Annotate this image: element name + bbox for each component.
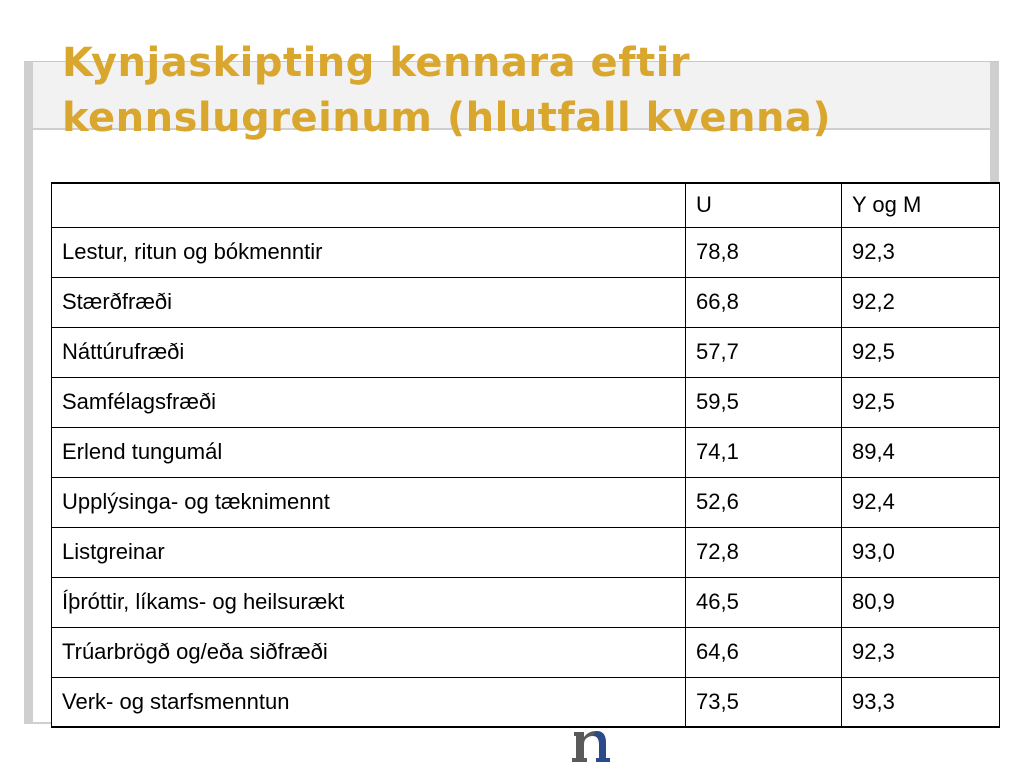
- frame-left-border: [24, 62, 33, 724]
- y-og-m-cell: 80,9: [842, 577, 1000, 627]
- u-cell: 66,8: [686, 277, 842, 327]
- y-og-m-cell: 92,4: [842, 477, 1000, 527]
- subject-cell: Erlend tungumál: [52, 427, 686, 477]
- table-row: [52, 527, 1000, 577]
- slide-title: Kynjaskipting kennara eftir kennslugreinum (hlutfall kvenna): [62, 40, 832, 141]
- table-row: [52, 577, 1000, 627]
- y-og-m-cell: 89,4: [842, 427, 1000, 477]
- header-subject: [52, 183, 686, 227]
- y-og-m-cell: 92,5: [842, 327, 1000, 377]
- table-row: [52, 627, 1000, 677]
- u-cell: 73,5: [686, 677, 842, 727]
- table-row: [52, 677, 1000, 727]
- u-cell: 64,6: [686, 627, 842, 677]
- u-cell: 59,5: [686, 377, 842, 427]
- data-table-container: [51, 182, 999, 728]
- table-row: [52, 477, 1000, 527]
- subject-cell: Lestur, ritun og bókmenntir: [52, 227, 686, 277]
- y-og-m-cell: 93,3: [842, 677, 1000, 727]
- y-og-m-cell: 92,2: [842, 277, 1000, 327]
- u-cell: 74,1: [686, 427, 842, 477]
- subject-cell: Samfélagsfræði: [52, 377, 686, 427]
- subject-cell: Stærðfræði: [52, 277, 686, 327]
- teacher-gender-table: [51, 182, 1000, 728]
- subject-cell: Náttúrufræði: [52, 327, 686, 377]
- y-og-m-cell: 92,5: [842, 377, 1000, 427]
- subject-cell: Trúarbrögð og/eða siðfræði: [52, 627, 686, 677]
- table-row: [52, 427, 1000, 477]
- u-cell: 52,6: [686, 477, 842, 527]
- y-og-m-cell: 92,3: [842, 627, 1000, 677]
- subject-cell: Verk- og starfsmenntun: [52, 677, 686, 727]
- header-y-og-m: Y og M: [842, 183, 1000, 227]
- u-cell: 57,7: [686, 327, 842, 377]
- u-cell: 72,8: [686, 527, 842, 577]
- u-cell: 78,8: [686, 227, 842, 277]
- y-og-m-cell: 93,0: [842, 527, 1000, 577]
- table-row: [52, 277, 1000, 327]
- table-header-row: [52, 183, 1000, 227]
- n-logo-icon: [570, 724, 614, 764]
- u-cell: 46,5: [686, 577, 842, 627]
- subject-cell: Listgreinar: [52, 527, 686, 577]
- subject-cell: Íþróttir, líkams- og heilsurækt: [52, 577, 686, 627]
- header-u: U: [686, 183, 842, 227]
- table-row: [52, 327, 1000, 377]
- y-og-m-cell: 92,3: [842, 227, 1000, 277]
- table-row: [52, 377, 1000, 427]
- subject-cell: Upplýsinga- og tæknimennt: [52, 477, 686, 527]
- table-row: [52, 227, 1000, 277]
